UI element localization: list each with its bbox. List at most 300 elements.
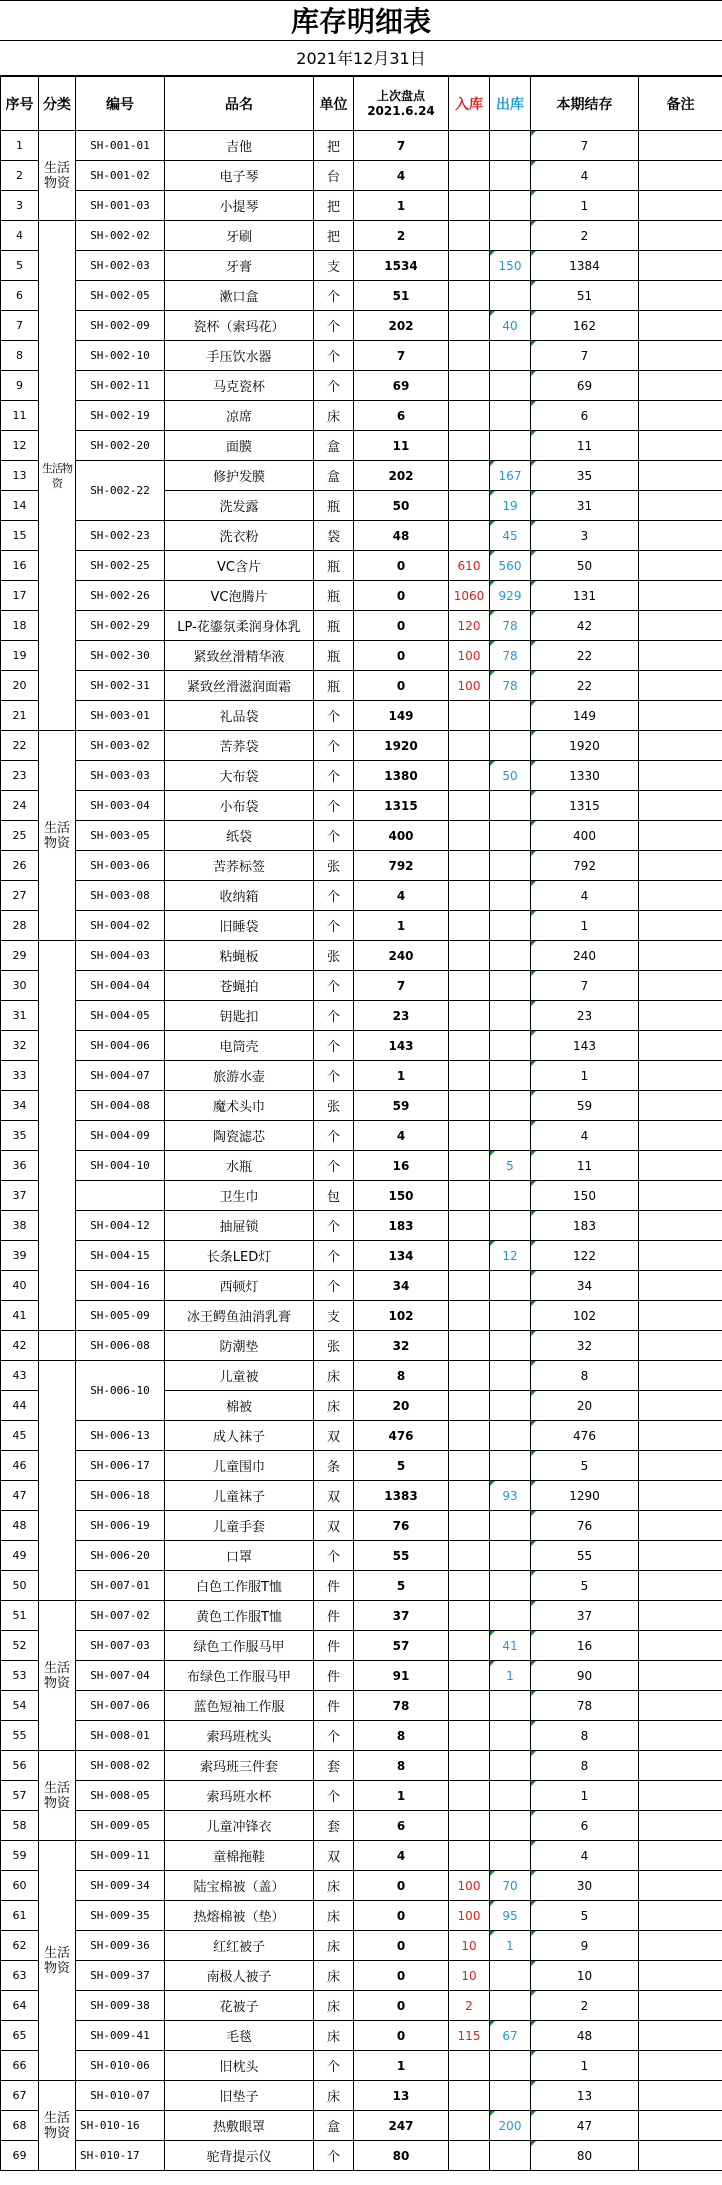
in-value: 100 xyxy=(449,1901,490,1931)
stock-value: 80 xyxy=(531,2141,639,2171)
in-value xyxy=(449,701,490,731)
stock-value: 7 xyxy=(531,131,639,161)
note-value xyxy=(639,1871,722,1901)
item-code: SH-009-36 xyxy=(76,1931,165,1961)
note-value xyxy=(639,1751,722,1781)
category-cell: 生活物资 xyxy=(39,131,76,221)
out-value xyxy=(490,1601,531,1631)
table-row xyxy=(1,191,722,221)
item-unit: 瓶 xyxy=(314,581,354,611)
item-code: SH-003-02 xyxy=(76,731,165,761)
stock-value: 48 xyxy=(531,2021,639,2051)
row-seq: 19 xyxy=(1,641,39,671)
last-count-value: 149 xyxy=(354,701,449,731)
table-row xyxy=(1,971,722,1001)
table-row xyxy=(1,371,722,401)
in-value xyxy=(449,881,490,911)
out-value xyxy=(490,911,531,941)
note-value xyxy=(639,491,722,521)
stock-value: 143 xyxy=(531,1031,639,1061)
note-value xyxy=(639,611,722,641)
stock-value: 240 xyxy=(531,941,639,971)
out-value xyxy=(490,1391,531,1421)
stock-value: 7 xyxy=(531,971,639,1001)
stock-value: 5 xyxy=(531,1451,639,1481)
note-value xyxy=(639,1331,722,1361)
in-value xyxy=(449,911,490,941)
row-seq: 24 xyxy=(1,791,39,821)
item-name: 旅游水壶 xyxy=(165,1061,314,1091)
row-seq: 13 xyxy=(1,461,39,491)
table-row xyxy=(1,1271,722,1301)
table-row xyxy=(1,2081,722,2111)
out-value: 1 xyxy=(490,1661,531,1691)
out-value xyxy=(490,1331,531,1361)
stock-value: 16 xyxy=(531,1631,639,1661)
item-code: SH-003-05 xyxy=(76,821,165,851)
header-last-count-label: 上次盘点 xyxy=(376,88,425,103)
row-seq: 35 xyxy=(1,1121,39,1151)
table-row xyxy=(1,1121,722,1151)
out-value xyxy=(490,1841,531,1871)
note-value xyxy=(639,821,722,851)
table-row xyxy=(1,911,722,941)
stock-value: 1315 xyxy=(531,791,639,821)
stock-value: 23 xyxy=(531,1001,639,1031)
row-seq: 17 xyxy=(1,581,39,611)
note-value xyxy=(639,221,722,251)
item-name: 西顿灯 xyxy=(165,1271,314,1301)
stock-value: 35 xyxy=(531,461,639,491)
table-row xyxy=(1,1511,722,1541)
table-row xyxy=(1,581,722,611)
row-seq: 69 xyxy=(1,2141,39,2171)
last-count-value: 50 xyxy=(354,491,449,521)
item-name: 苍蝇拍 xyxy=(165,971,314,1001)
last-count-value: 0 xyxy=(354,1991,449,2021)
item-code: SH-007-01 xyxy=(76,1571,165,1601)
out-value: 929 xyxy=(490,581,531,611)
out-value xyxy=(490,1541,531,1571)
item-name: 马克瓷杯 xyxy=(165,371,314,401)
last-count-value: 7 xyxy=(354,341,449,371)
item-name: 儿童冲锋衣 xyxy=(165,1811,314,1841)
table-row xyxy=(1,1151,722,1181)
note-value xyxy=(639,1811,722,1841)
item-code: SH-002-10 xyxy=(76,341,165,371)
last-count-value: 202 xyxy=(354,311,449,341)
item-unit: 个 xyxy=(314,701,354,731)
item-code: SH-009-38 xyxy=(76,1991,165,2021)
note-value xyxy=(639,1121,722,1151)
last-count-value: 78 xyxy=(354,1691,449,1721)
out-value: 41 xyxy=(490,1631,531,1661)
item-unit: 个 xyxy=(314,1121,354,1151)
item-unit: 件 xyxy=(314,1691,354,1721)
in-value xyxy=(449,311,490,341)
item-name: 苦荞标签 xyxy=(165,851,314,881)
stock-value: 11 xyxy=(531,431,639,461)
item-unit: 个 xyxy=(314,821,354,851)
last-count-value: 5 xyxy=(354,1451,449,1481)
item-unit: 把 xyxy=(314,131,354,161)
note-value xyxy=(639,191,722,221)
item-unit: 瓶 xyxy=(314,611,354,641)
item-code: SH-006-08 xyxy=(76,1331,165,1361)
stock-value: 122 xyxy=(531,1241,639,1271)
out-value xyxy=(490,821,531,851)
out-value: 78 xyxy=(490,611,531,641)
item-name: 小提琴 xyxy=(165,191,314,221)
out-value xyxy=(490,881,531,911)
item-code: SH-003-04 xyxy=(76,791,165,821)
out-value: 67 xyxy=(490,2021,531,2051)
item-code: SH-009-05 xyxy=(76,1811,165,1841)
in-value xyxy=(449,281,490,311)
table-row xyxy=(1,1451,722,1481)
item-name: 黄色工作服T恤 xyxy=(165,1601,314,1631)
item-unit: 瓶 xyxy=(314,641,354,671)
last-count-value: 80 xyxy=(354,2141,449,2171)
stock-value: 3 xyxy=(531,521,639,551)
stock-value: 1 xyxy=(531,1781,639,1811)
stock-value: 9 xyxy=(531,1931,639,1961)
last-count-value: 57 xyxy=(354,1631,449,1661)
item-name: LP-花鎏氛柔润身体乳 xyxy=(165,611,314,641)
in-value xyxy=(449,1061,490,1091)
table-row xyxy=(1,1091,722,1121)
item-unit: 条 xyxy=(314,1451,354,1481)
category-cell xyxy=(39,941,76,1331)
table-row xyxy=(1,1751,722,1781)
item-unit: 床 xyxy=(314,1361,354,1391)
note-value xyxy=(639,1181,722,1211)
stock-value: 22 xyxy=(531,641,639,671)
stock-value: 13 xyxy=(531,2081,639,2111)
item-name: 魔术头巾 xyxy=(165,1091,314,1121)
in-value xyxy=(449,1031,490,1061)
last-count-value: 240 xyxy=(354,941,449,971)
item-unit: 套 xyxy=(314,1811,354,1841)
stock-value: 4 xyxy=(531,881,639,911)
item-unit: 床 xyxy=(314,1931,354,1961)
table-row xyxy=(1,1001,722,1031)
item-code: SH-002-03 xyxy=(76,251,165,281)
note-value xyxy=(639,1211,722,1241)
header-last-count xyxy=(354,77,449,131)
note-value xyxy=(639,881,722,911)
stock-value: 34 xyxy=(531,1271,639,1301)
in-value: 10 xyxy=(449,1931,490,1961)
note-value xyxy=(639,251,722,281)
out-value: 1 xyxy=(490,1931,531,1961)
table-row xyxy=(1,521,722,551)
in-value xyxy=(449,1541,490,1571)
item-unit: 个 xyxy=(314,1271,354,1301)
row-seq: 49 xyxy=(1,1541,39,1571)
item-name: 漱口盒 xyxy=(165,281,314,311)
header-stock: 本期结存 xyxy=(531,77,639,131)
out-value xyxy=(490,2081,531,2111)
category-cell: 生活物资 xyxy=(39,1751,76,1841)
item-name: 布绿色工作服马甲 xyxy=(165,1661,314,1691)
out-value xyxy=(490,1091,531,1121)
in-value xyxy=(449,1091,490,1121)
stock-value: 47 xyxy=(531,2111,639,2141)
table-row xyxy=(1,1871,722,1901)
item-code: SH-005-09 xyxy=(76,1301,165,1331)
last-count-value: 6 xyxy=(354,1811,449,1841)
in-value xyxy=(449,1001,490,1031)
item-code: SH-002-02 xyxy=(76,221,165,251)
table-row xyxy=(1,641,722,671)
item-unit: 件 xyxy=(314,1571,354,1601)
item-code: SH-004-05 xyxy=(76,1001,165,1031)
table-row xyxy=(1,1631,722,1661)
item-code: SH-002-29 xyxy=(76,611,165,641)
item-code: SH-007-06 xyxy=(76,1691,165,1721)
item-unit: 个 xyxy=(314,281,354,311)
note-value xyxy=(639,1031,722,1061)
last-count-value: 76 xyxy=(354,1511,449,1541)
table-row xyxy=(1,1691,722,1721)
item-unit: 张 xyxy=(314,1331,354,1361)
row-seq: 66 xyxy=(1,2051,39,2081)
stock-value: 1920 xyxy=(531,731,639,761)
item-code: SH-009-11 xyxy=(76,1841,165,1871)
item-code: SH-003-01 xyxy=(76,701,165,731)
item-code: SH-008-02 xyxy=(76,1751,165,1781)
item-unit: 床 xyxy=(314,1961,354,1991)
in-value xyxy=(449,131,490,161)
table-row xyxy=(1,821,722,851)
category-cell xyxy=(39,1331,76,1361)
in-value xyxy=(449,521,490,551)
stock-value: 162 xyxy=(531,311,639,341)
item-unit: 张 xyxy=(314,941,354,971)
item-name: 毛毯 xyxy=(165,2021,314,2051)
header-last-count-date: 2021.6.24 xyxy=(367,103,435,118)
stock-value: 149 xyxy=(531,701,639,731)
row-seq: 14 xyxy=(1,491,39,521)
item-code: SH-002-26 xyxy=(76,581,165,611)
table-row xyxy=(1,1601,722,1631)
out-value: 70 xyxy=(490,1871,531,1901)
out-value xyxy=(490,1511,531,1541)
item-name: 凉席 xyxy=(165,401,314,431)
in-value xyxy=(449,1691,490,1721)
stock-value: 7 xyxy=(531,341,639,371)
sheet-title: 库存明细表 xyxy=(0,0,722,41)
last-count-value: 0 xyxy=(354,551,449,581)
last-count-value: 0 xyxy=(354,671,449,701)
last-count-value: 1 xyxy=(354,2051,449,2081)
table-row xyxy=(1,551,722,581)
out-value xyxy=(490,1211,531,1241)
note-value xyxy=(639,1931,722,1961)
stock-value: 20 xyxy=(531,1391,639,1421)
item-unit: 个 xyxy=(314,341,354,371)
item-code: SH-002-20 xyxy=(76,431,165,461)
out-value xyxy=(490,1001,531,1031)
in-value xyxy=(449,1241,490,1271)
stock-value: 1384 xyxy=(531,251,639,281)
item-name: 手压饮水器 xyxy=(165,341,314,371)
item-name: 紧致丝滑精华液 xyxy=(165,641,314,671)
row-seq: 9 xyxy=(1,371,39,401)
item-unit: 床 xyxy=(314,1901,354,1931)
out-value xyxy=(490,1961,531,1991)
in-value xyxy=(449,2111,490,2141)
row-seq: 62 xyxy=(1,1931,39,1961)
item-name: 电子琴 xyxy=(165,161,314,191)
item-unit: 个 xyxy=(314,791,354,821)
item-name: 洗发露 xyxy=(165,491,314,521)
table-row xyxy=(1,1301,722,1331)
in-value xyxy=(449,1421,490,1451)
item-code: SH-007-04 xyxy=(76,1661,165,1691)
out-value xyxy=(490,191,531,221)
note-value xyxy=(639,1991,722,2021)
row-seq: 50 xyxy=(1,1571,39,1601)
note-value xyxy=(639,2021,722,2051)
last-count-value: 4 xyxy=(354,881,449,911)
row-seq: 56 xyxy=(1,1751,39,1781)
category-cell: 生活物资 xyxy=(39,2081,76,2171)
out-value xyxy=(490,341,531,371)
note-value xyxy=(639,1091,722,1121)
item-code: SH-006-19 xyxy=(76,1511,165,1541)
last-count-value: 0 xyxy=(354,581,449,611)
in-value xyxy=(449,371,490,401)
row-seq: 33 xyxy=(1,1061,39,1091)
stock-value: 31 xyxy=(531,491,639,521)
note-value xyxy=(639,431,722,461)
last-count-value: 143 xyxy=(354,1031,449,1061)
row-seq: 31 xyxy=(1,1001,39,1031)
table-row xyxy=(1,851,722,881)
item-name: 儿童袜子 xyxy=(165,1481,314,1511)
in-value xyxy=(449,1211,490,1241)
in-value xyxy=(449,1181,490,1211)
row-seq: 26 xyxy=(1,851,39,881)
stock-value: 1 xyxy=(531,911,639,941)
table-row xyxy=(1,881,722,911)
item-code: SH-002-31 xyxy=(76,671,165,701)
stock-value: 150 xyxy=(531,1181,639,1211)
item-name: 红红被子 xyxy=(165,1931,314,1961)
in-value xyxy=(449,401,490,431)
item-name: 旧枕头 xyxy=(165,2051,314,2081)
last-count-value: 150 xyxy=(354,1181,449,1211)
note-value xyxy=(639,1301,722,1331)
note-value xyxy=(639,1601,722,1631)
stock-value: 10 xyxy=(531,1961,639,1991)
last-count-value: 7 xyxy=(354,131,449,161)
note-value xyxy=(639,1361,722,1391)
note-value xyxy=(639,1661,722,1691)
out-value xyxy=(490,1451,531,1481)
item-code xyxy=(76,1181,165,1211)
item-name: 旧垫子 xyxy=(165,2081,314,2111)
item-unit: 个 xyxy=(314,1211,354,1241)
in-value xyxy=(449,971,490,1001)
note-value xyxy=(639,2141,722,2171)
item-name: 旧睡袋 xyxy=(165,911,314,941)
stock-value: 4 xyxy=(531,1121,639,1151)
note-value xyxy=(639,1151,722,1181)
last-count-value: 16 xyxy=(354,1151,449,1181)
in-value: 1060 xyxy=(449,581,490,611)
row-seq: 48 xyxy=(1,1511,39,1541)
item-code: SH-006-18 xyxy=(76,1481,165,1511)
out-value xyxy=(490,1031,531,1061)
note-value xyxy=(639,1001,722,1031)
note-value xyxy=(639,971,722,1001)
out-value xyxy=(490,1691,531,1721)
table-row xyxy=(1,431,722,461)
stock-value: 2 xyxy=(531,1991,639,2021)
last-count-value: 91 xyxy=(354,1661,449,1691)
in-value xyxy=(449,1361,490,1391)
row-seq: 51 xyxy=(1,1601,39,1631)
last-count-value: 1383 xyxy=(354,1481,449,1511)
table-row xyxy=(1,791,722,821)
item-name: 冰王鳄鱼油消乳膏 xyxy=(165,1301,314,1331)
item-code: SH-001-02 xyxy=(76,161,165,191)
item-name: 紧致丝滑滋润面霜 xyxy=(165,671,314,701)
table-row xyxy=(1,2111,722,2141)
item-code: SH-009-41 xyxy=(76,2021,165,2051)
item-name: 修护发膜 xyxy=(165,461,314,491)
out-value: 560 xyxy=(490,551,531,581)
item-name: 防潮垫 xyxy=(165,1331,314,1361)
in-value: 100 xyxy=(449,671,490,701)
stock-value: 1 xyxy=(531,1061,639,1091)
item-code: SH-002-23 xyxy=(76,521,165,551)
out-value xyxy=(490,281,531,311)
last-count-value: 23 xyxy=(354,1001,449,1031)
out-value xyxy=(490,1361,531,1391)
out-value: 19 xyxy=(490,491,531,521)
item-name: 陶瓷滤芯 xyxy=(165,1121,314,1151)
item-unit: 把 xyxy=(314,191,354,221)
category-cell: 生活物资 xyxy=(39,1601,76,1751)
stock-value: 8 xyxy=(531,1361,639,1391)
row-seq: 28 xyxy=(1,911,39,941)
out-value xyxy=(490,1571,531,1601)
row-seq: 15 xyxy=(1,521,39,551)
in-value xyxy=(449,1571,490,1601)
note-value xyxy=(639,161,722,191)
item-code: SH-001-03 xyxy=(76,191,165,221)
item-name: 蓝色短袖工作服 xyxy=(165,1691,314,1721)
in-value xyxy=(449,731,490,761)
note-value xyxy=(639,401,722,431)
out-value: 200 xyxy=(490,2111,531,2141)
item-unit: 双 xyxy=(314,1481,354,1511)
in-value: 10 xyxy=(449,1961,490,1991)
note-value xyxy=(639,2111,722,2141)
out-value xyxy=(490,941,531,971)
stock-value: 1 xyxy=(531,191,639,221)
row-seq: 4 xyxy=(1,221,39,251)
table-row xyxy=(1,2141,722,2171)
out-value xyxy=(490,1751,531,1781)
table-body xyxy=(1,131,722,2171)
stock-value: 50 xyxy=(531,551,639,581)
last-count-value: 102 xyxy=(354,1301,449,1331)
